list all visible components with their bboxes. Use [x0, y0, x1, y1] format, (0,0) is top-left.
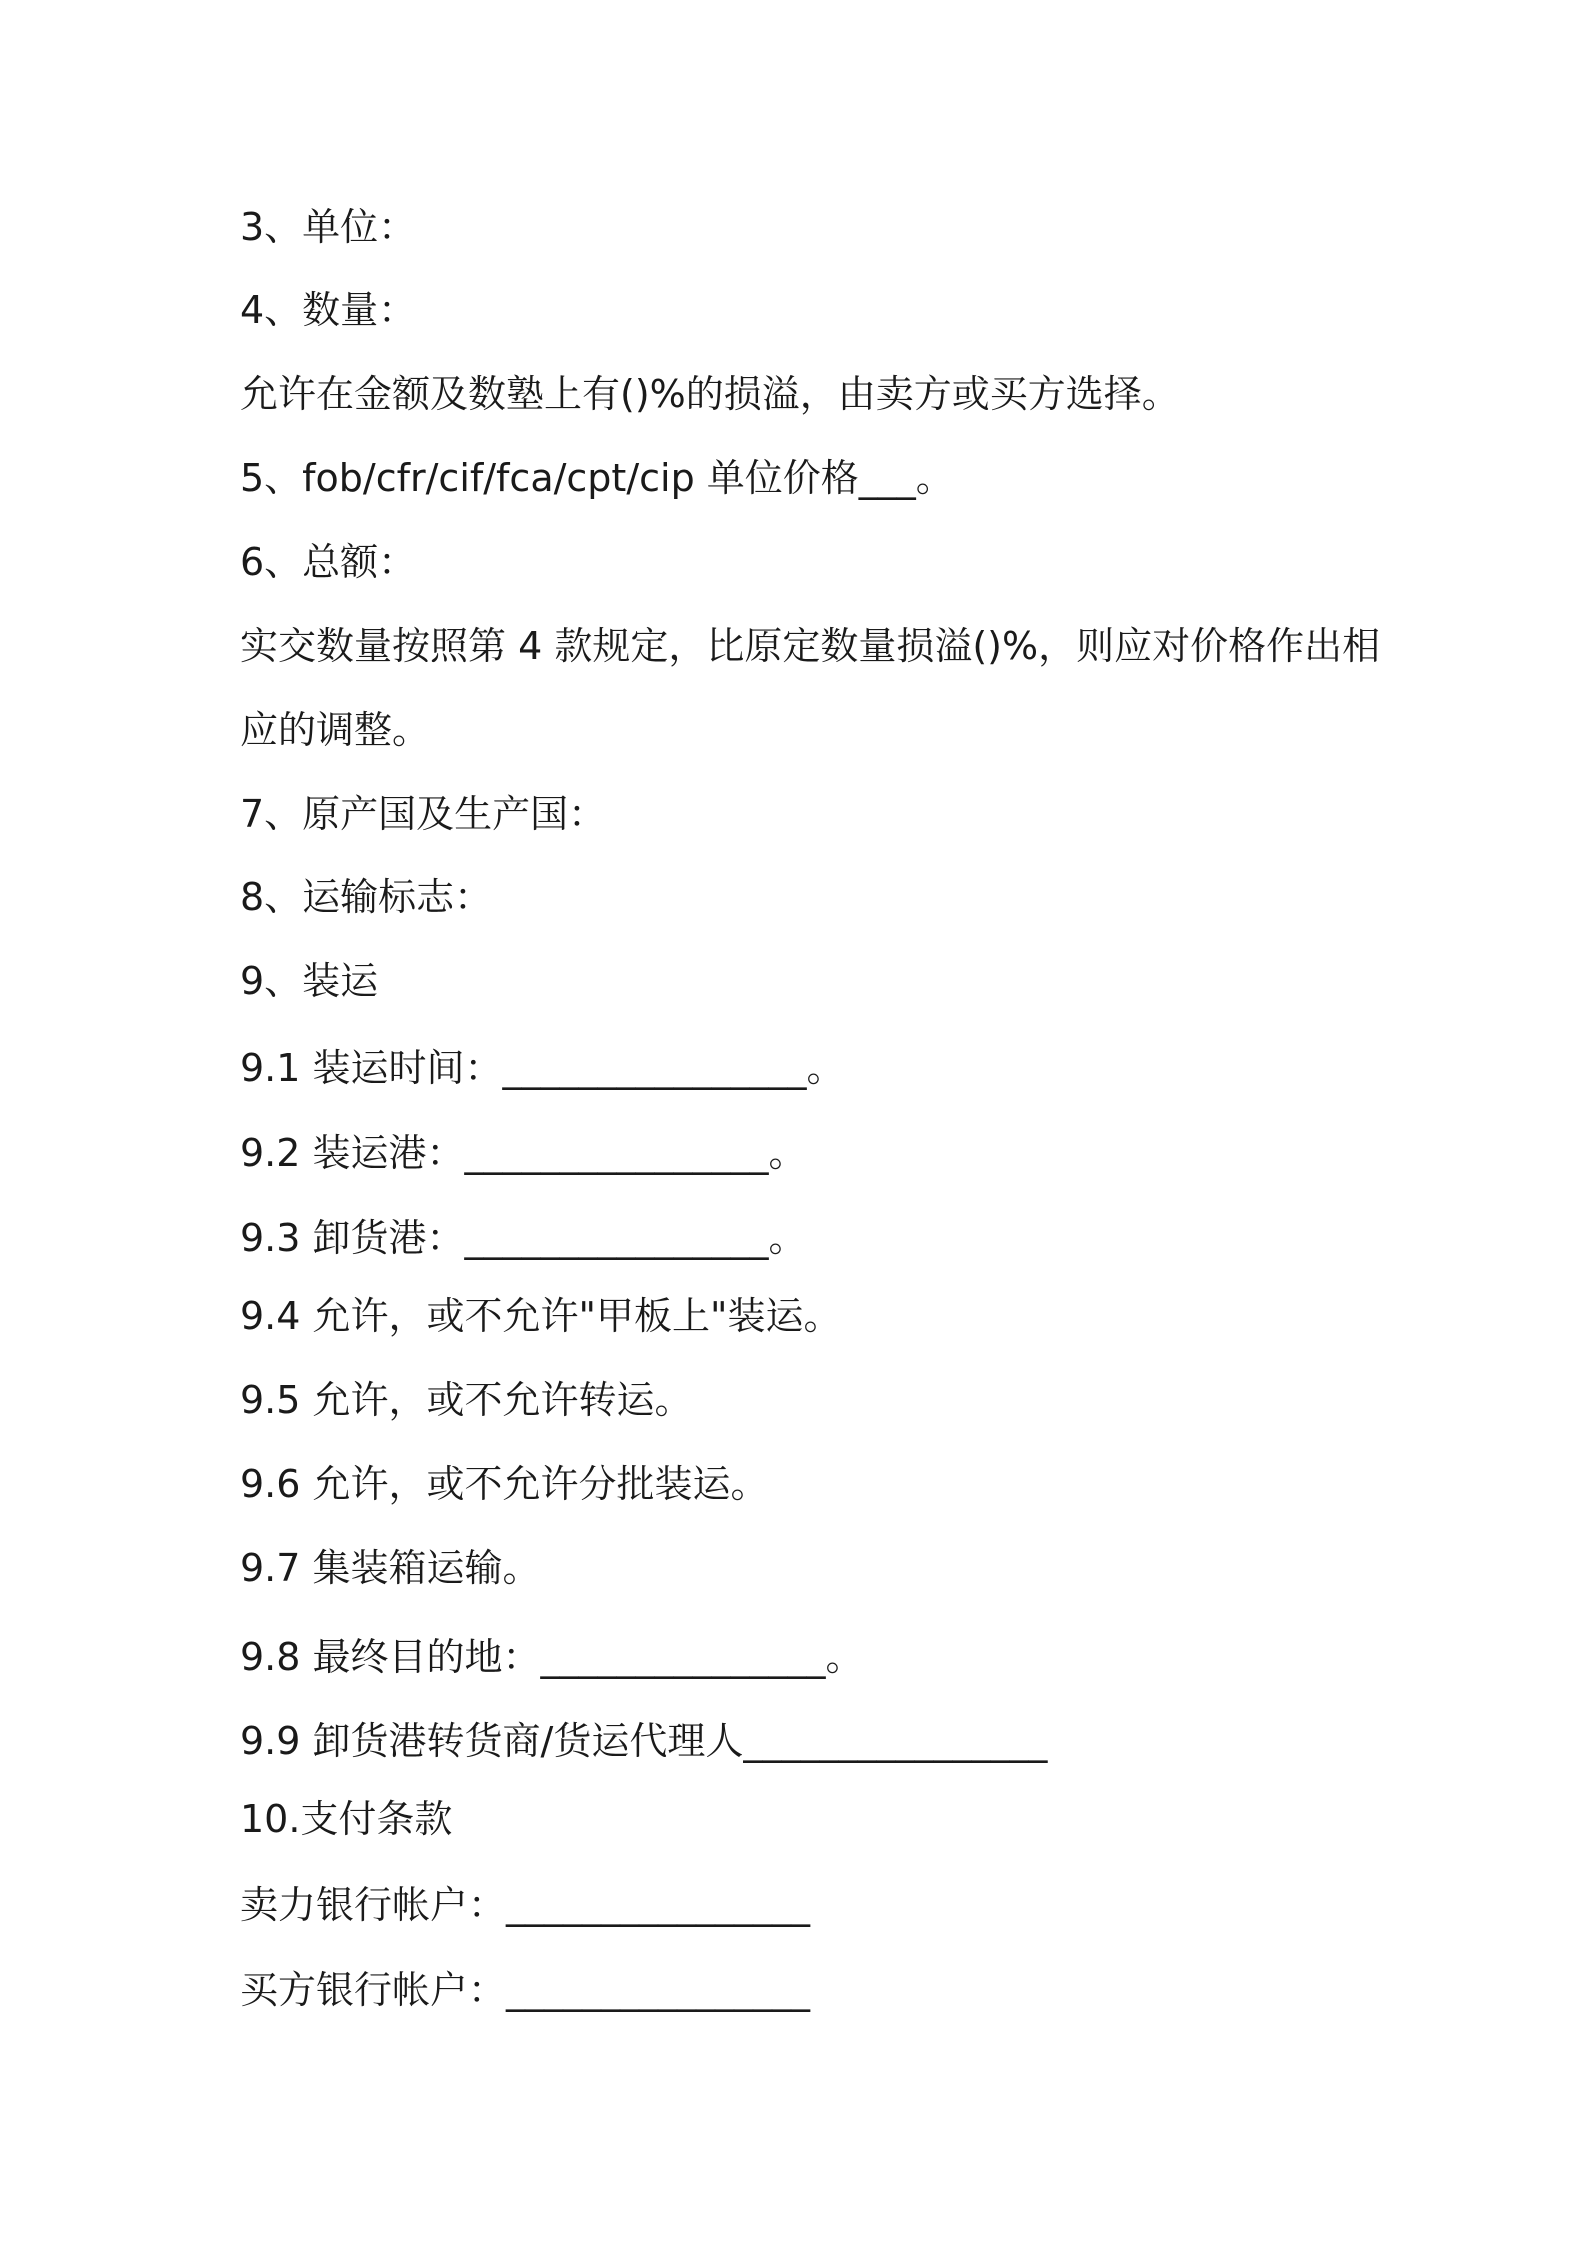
item-unit-price: 5、fob/cfr/cif/fca/cpt/cip 单位价格___。: [240, 456, 954, 500]
item-total-amount: 6、总额：: [240, 540, 417, 584]
item-shipping-marks: 8、运输标志：: [240, 875, 493, 919]
loading-port-line: 9.2 装运港：________________。: [240, 1131, 807, 1175]
item-unit: 3、单位：: [240, 205, 417, 249]
quantity-tolerance-text: 允许在金额及数塾上有()%的损溢，由卖方或买方选择。: [240, 372, 1180, 416]
document-page: [240, 0, 1381, 2244]
forwarding-agent-line: 9.9 卸货港转货商/货运代理人________________: [240, 1719, 1048, 1763]
item-quantity: 4、数量：: [240, 288, 417, 332]
buyer-bank-account-line: 买方银行帐户：________________: [240, 1968, 811, 2012]
partial-shipment-line: 9.6 允许，或不允许分批装运。: [240, 1462, 769, 1506]
transshipment-line: 9.5 允许，或不允许转运。: [240, 1378, 693, 1422]
shipment-time-line: 9.1 装运时间：________________。: [240, 1046, 845, 1090]
seller-bank-account-line: 卖力银行帐户：________________: [240, 1883, 811, 1927]
item-shipment: 9、装运: [240, 959, 379, 1003]
item-country-of-origin: 7、原产国及生产国：: [240, 792, 607, 836]
container-transport-line: 9.7 集装箱运输。: [240, 1546, 541, 1590]
discharge-port-line: 9.3 卸货港：________________。: [240, 1216, 807, 1260]
on-deck-shipment-line: 9.4 允许，或不允许"甲板上"装运。: [240, 1294, 842, 1338]
price-adjustment-text-2: 应的调整。: [240, 708, 431, 752]
price-adjustment-text-1: 实交数量按照第 4 款规定，比原定数量损溢()%，则应对价格作出相: [240, 624, 1381, 668]
item-payment-terms: 10.支付条款: [240, 1797, 453, 1841]
final-destination-line: 9.8 最终目的地：_______________。: [240, 1635, 864, 1679]
